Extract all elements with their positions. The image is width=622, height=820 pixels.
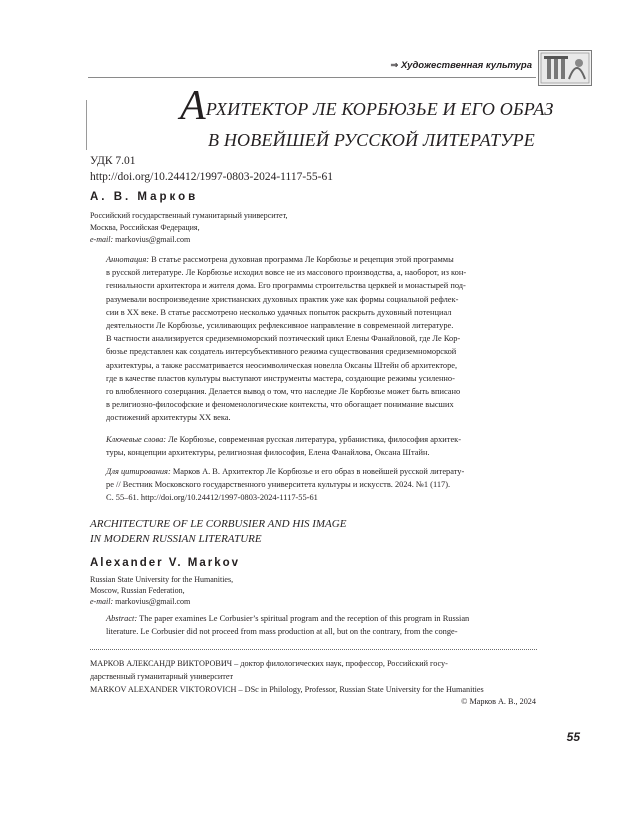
abstract-en-line: The paper examines Le Corbusier’s spiritual program and the reception of this program in Russian xyxy=(139,614,470,623)
header-rule xyxy=(88,77,536,78)
abstract-ru-label: Аннотация: xyxy=(106,255,150,264)
doi-link[interactable]: http://doi.org/10.24412/1997-0803-2024-1117-55-61 xyxy=(90,171,333,183)
author-email-ru xyxy=(90,235,190,244)
abstract-ru-line: архитектуры, а также рассматривается неосимволическая новелла Оксаны Штейн об архитекторе, xyxy=(106,360,458,370)
author-affiliation-en-2: Moscow, Russian Federation, xyxy=(90,586,185,595)
bio-ru-text-2: дарственный гуманитарный университет xyxy=(90,672,234,681)
citation-ru xyxy=(106,465,536,505)
abstract-ru-line: В статье рассмотрена духовная программа Ле Корбюзье и рецепция этой программы xyxy=(151,255,454,264)
email-value-ru[interactable]: markovius@gmail.com xyxy=(115,235,191,244)
article-title-line-1 xyxy=(180,83,554,129)
article-title-line-2: В НОВЕЙШЕЙ РУССКОЙ ЛИТЕРАТУРЕ xyxy=(207,130,535,150)
keywords-ru-line: туры, концепции архитектуры, религиозная философия, Елена Фанайлова, Оксана Штайн. xyxy=(106,448,430,458)
abstract-ru xyxy=(106,253,536,425)
citation-ru-line: Марков А. В. Архитектор Ле Корбюзье и его образ в новейшей русской литерату- xyxy=(172,467,465,476)
abstract-ru-line: деятельности Ле Корбюзье, усиливающих рефлексивное направление в современной литературе. xyxy=(106,321,454,331)
copyright: © Марков А. В., 2024 xyxy=(461,697,536,706)
abstract-ru-line: В частности анализируется средиземноморский поэтический цикл Елены Фанайловой, где Ле Кор- xyxy=(106,334,461,344)
citation-ru-label: Для цитирования: xyxy=(106,467,171,476)
abstract-en xyxy=(106,612,536,638)
abstract-ru-line: бюзье представлен как создатель интерсубъективного режима существования средиземноморской xyxy=(106,347,457,357)
abstract-ru-line: разумевали воспроизведение христианских духовных практик уже как формы социальной рефлек- xyxy=(106,294,459,304)
section-label: ⇒ Художественная культура xyxy=(390,60,532,71)
page-number: 55 xyxy=(566,730,580,744)
udk: УДК 7.01 xyxy=(90,155,136,167)
footer-rule xyxy=(90,649,537,650)
bio-ru-name: МАРКОВ АЛЕКСАНДР ВИКТОРОВИЧ xyxy=(90,659,233,668)
citation-ru-line: ре // Вестник Московского государственного университета культуры и искусств. 2024. №1 (117). xyxy=(106,480,451,490)
abstract-ru-line: гениальности архитектора и жителя дома. Его программы строительства церквей и монастырей под- xyxy=(106,281,466,291)
article-title-en xyxy=(90,517,510,547)
email-label-ru: e-mail: xyxy=(90,235,114,244)
author-email-en xyxy=(90,597,190,606)
bio-en-text: – DSc in Philology, Professor, Russian State University for the Humanities xyxy=(236,685,484,694)
title-line-1-text: РХИТЕКТОР ЛЕ КОРБЮЗЬЕ И ЕГО ОБРАЗ xyxy=(205,99,554,119)
keywords-ru-line: Ле Корбюзье, современная русская литература, урбанистика, философия архитек- xyxy=(168,435,462,444)
margin-rule xyxy=(86,100,87,150)
email-value-en[interactable]: markovius@gmail.com xyxy=(115,597,191,606)
abstract-ru-line: в русской литературе. Ле Корбюзье исходил вовсе не из массового производства, а, наоборот, из кон- xyxy=(106,268,467,278)
abstract-ru-line: где в качестве пластов культуры выступают инструменты мастера, создающие режимы усиленно- xyxy=(106,373,455,383)
title-en-line-2: IN MODERN RUSSIAN LITERATURE xyxy=(90,533,262,545)
author-affiliation-en-1: Russian State University for the Humanities, xyxy=(90,575,234,584)
citation-ru-line: С. 55–61. http://doi.org/10.24412/1997-0803-2024-1117-55-61 xyxy=(106,493,318,503)
abstract-en-line: literature. Le Corbusier did not proceed from mass production at all, but on the contrary, from the conge- xyxy=(106,627,458,637)
author-name-en: Alexander V. Markov xyxy=(90,557,241,569)
title-en-line-1: ARCHITECTURE OF LE CORBUSIER AND HIS IMAGE xyxy=(90,518,347,530)
abstract-ru-line: го влюбленного созерцания. Делается вывод о том, что наследие Ле Корбюзье может быть вписано xyxy=(106,387,461,397)
journal-logo-icon xyxy=(538,50,592,86)
bio-ru-text: – доктор филологических наук, профессор, Российский госу- xyxy=(232,659,448,668)
abstract-en-label: Abstract: xyxy=(106,614,138,623)
author-bio-en xyxy=(90,683,537,696)
bio-en-name: MARKOV ALEXANDER VIKTOROVICH xyxy=(90,685,237,694)
keywords-ru xyxy=(106,433,536,459)
title-initial: А xyxy=(180,83,206,129)
keywords-ru-label: Ключевые слова: xyxy=(106,435,167,444)
abstract-ru-line: сии в XX веке. В статье рассмотрено несколько удачных попыток раскрыть духовный потенциал xyxy=(106,307,452,317)
email-label-en: e-mail: xyxy=(90,597,114,606)
author-affiliation-ru-1: Российский государственный гуманитарный университет, xyxy=(90,211,288,220)
author-name-ru: А. В. Марков xyxy=(90,191,199,203)
abstract-ru-line: достижений архитектуры XX века. xyxy=(106,413,231,423)
author-bio-ru xyxy=(90,657,537,683)
abstract-ru-line: в религиозно-философские и феноменологические контексты, что обогащает понимание высших xyxy=(106,400,454,410)
author-affiliation-ru-2: Москва, Российская Федерация, xyxy=(90,223,200,232)
